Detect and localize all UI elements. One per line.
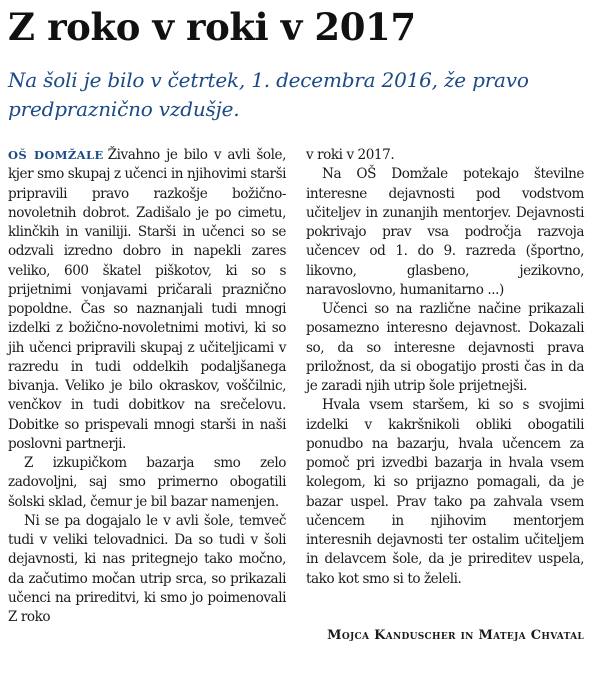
article-paragraph: Ni se pa dogajalo le v avli šole, temveč tudi v veliki telovadnici. Da so tudi v šoli dejavnosti, ki nas pritegnejo tako močno, da začutimo močan utrip srca, so prikazali učenci na prireditvi, ki smo jo poimenovali Z roko <box>8 512 286 625</box>
article-headline: Z roko v roki v 2017 <box>8 5 416 49</box>
article-subheadline: Na šoli je bilo v četrtek, 1. decembra 2016, že pravo predpraznično vzdušje. <box>8 68 529 121</box>
paragraph-text: Živahno je bilo v avli šole, kjer smo skupaj z učenci in njihovimi starši pripravili pravo razkošje božično-novoletnih dobrot. Zadišalo je po cimetu, klinčkih in vaniliji. Starši in učenci so se odzvali izredno dobro in napekli zares veliko, 600 škatel piškotov, ki so s prijetnimi vonjavami pričarali praznično popoldne. Čas so naznanjali tudi mnogi izdelki z božično-novoletnimi motivi, ki so jih učenci pripravili skupaj z učiteljicami v razredu in tudi oddelkih podaljšanega bivanja. Veliko je bilo okraskov, voščilnic, venčkov in tudi dobitkov na srečelovu. Dobitke so prispevali mnogi starši in naši poslovni partnerji. <box>8 147 286 452</box>
article-column-right <box>306 146 584 589</box>
article-paragraph-continued: v roki v 2017. <box>306 147 395 163</box>
article-paragraph: Z izkupičkom bazarja smo zelo zadovoljni, saj smo primerno obogatili šolski sklad, čemur je bil bazar namenjen. <box>8 455 286 510</box>
article-paragraph: Učenci so na različne načine prikazali posamezno interesno dejavnost. Dokazali so, da so interesne dejavnosti prava priložnost, da si obogatijo prosti čas in da je zaradi njih utrip šole prijetnejši. <box>306 301 584 394</box>
article-paragraph: Hvala vsem staršem, ki so s svojimi izdelki v kakršnikoli obliki obogatili ponudbo na bazarju, hvala učencem za pomoč pri izvedbi bazarja in hvala vsem kolegom, ki so prijazno pomagali, da je bazar uspel. Prav tako pa zahvala vsem učencem in njihovim mentorjem interesnih dejavnosti ter ostalim učiteljem in delavcem šole, da je prireditev uspela, tako kot smo si to želeli. <box>306 397 584 587</box>
article-paragraph: Na OŠ Domžale potekajo številne interesne dejavnosti pod vodstvom učiteljev in zunanjih mentorjev. Dejavnosti pokrivajo prav vsa področja razvoja učencev od 1. do 9. razreda (športno, likovno, glasbeno, jezikovno, naravoslovno, humanitarno ...) <box>306 166 584 298</box>
article-paragraph <box>8 146 286 454</box>
article-byline: Mojca Kanduscher in Mateja Chvatal <box>327 628 584 643</box>
dateline: OŠ DOMŽALE <box>8 148 104 162</box>
article-column-left <box>8 146 286 627</box>
